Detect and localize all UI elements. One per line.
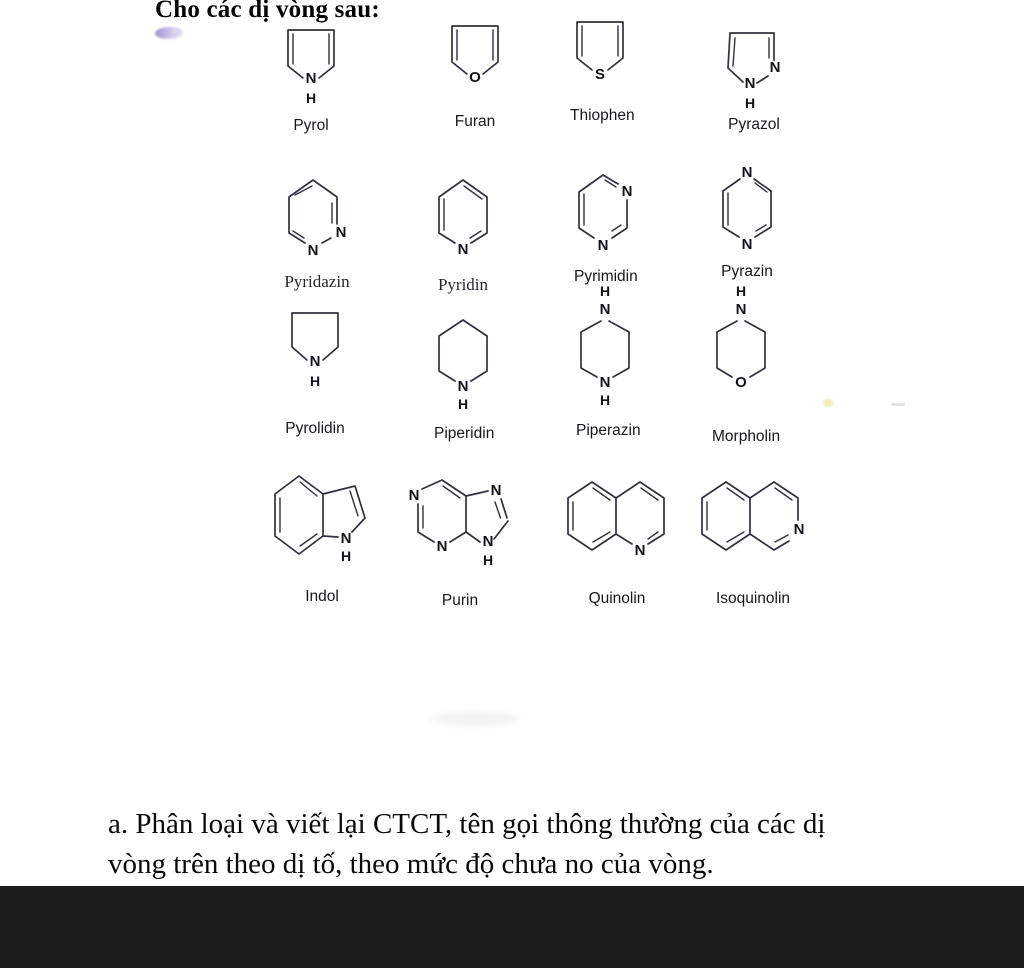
n-atom: N bbox=[735, 301, 747, 318]
furan-structure bbox=[445, 22, 505, 88]
question-line-2: vòng trên theo dị tố, theo mức độ chưa no của vòng. bbox=[108, 848, 714, 880]
compound-furan bbox=[445, 22, 505, 131]
compound-pyrolidin bbox=[285, 310, 345, 438]
compound-indol bbox=[272, 472, 372, 606]
n-atom: N bbox=[793, 521, 805, 538]
n7-atom: N bbox=[490, 482, 502, 499]
n-atom: N bbox=[457, 241, 469, 258]
compound-label: Pyridazin bbox=[284, 272, 350, 291]
compound-label: Pyrimidin bbox=[574, 268, 638, 285]
ink-mark bbox=[155, 27, 182, 39]
compound-pyrazin bbox=[718, 165, 776, 281]
h-atom: H bbox=[735, 284, 747, 299]
compound-isoquinolin bbox=[700, 478, 806, 608]
n3-atom: N bbox=[436, 538, 448, 555]
compound-label: Pyrol bbox=[293, 117, 329, 134]
pyridin-structure bbox=[434, 175, 492, 261]
scan-artifact bbox=[430, 712, 520, 726]
compound-quinolin bbox=[566, 478, 668, 608]
h-atom: H bbox=[744, 95, 756, 110]
purin-structure bbox=[404, 472, 516, 570]
bottom-black-bar bbox=[0, 886, 1024, 968]
n1-atom: N bbox=[621, 183, 633, 200]
n4-atom: N bbox=[741, 236, 753, 253]
compound-label: Morpholin bbox=[712, 428, 781, 445]
n1-atom: N bbox=[744, 75, 756, 92]
n-atom: N bbox=[340, 530, 352, 547]
thiophen-structure bbox=[570, 18, 630, 84]
compound-pyridazin bbox=[284, 175, 350, 292]
n1-atom: N bbox=[741, 165, 753, 181]
compound-label: Piperidin bbox=[434, 425, 495, 442]
compound-piperidin bbox=[434, 315, 495, 443]
n9-atom: N bbox=[482, 533, 494, 550]
n1-atom: N bbox=[599, 301, 611, 318]
h-atom: H bbox=[309, 373, 321, 389]
h-atom: H bbox=[482, 552, 494, 568]
h-atom: H bbox=[340, 548, 352, 564]
compound-label: Indol bbox=[305, 588, 339, 605]
o-atom: O bbox=[735, 374, 747, 391]
compound-pyrimidin bbox=[574, 170, 638, 286]
h-atom: H bbox=[457, 396, 469, 412]
quinolin-structure bbox=[566, 478, 668, 562]
n4-atom: N bbox=[599, 374, 611, 391]
compound-morpholin bbox=[712, 284, 781, 446]
isoquinolin-structure bbox=[700, 478, 806, 562]
compound-pyrol bbox=[281, 26, 341, 135]
question-line-1: a. Phân loại và viết lại CTCT, tên gọi thông thường của các dị bbox=[108, 808, 826, 840]
h1-atom: H bbox=[599, 284, 611, 299]
morpholin-structure bbox=[712, 284, 770, 402]
indol-structure bbox=[272, 472, 372, 566]
compound-label: Pyrazin bbox=[721, 263, 773, 280]
page-title: Cho các dị vòng sau: bbox=[155, 0, 380, 23]
s-atom: S bbox=[594, 66, 606, 83]
pyridazin-structure bbox=[284, 175, 350, 261]
o-atom: O bbox=[469, 69, 481, 86]
compound-pyridin bbox=[434, 175, 492, 295]
pyrimidin-structure bbox=[574, 170, 634, 256]
compound-label: Thiophen bbox=[570, 107, 635, 124]
compound-pyrazol bbox=[722, 26, 786, 134]
compound-label: Furan bbox=[454, 113, 496, 130]
n2-atom: N bbox=[769, 59, 781, 76]
n3-atom: N bbox=[597, 237, 609, 254]
piperidin-structure bbox=[434, 315, 492, 413]
compound-label: Pyridin bbox=[437, 275, 489, 294]
piperazin-structure bbox=[576, 284, 634, 410]
compound-piperazin bbox=[576, 284, 641, 440]
pyrazol-structure bbox=[722, 26, 786, 110]
compound-thiophen bbox=[570, 18, 635, 125]
n-atom: N bbox=[305, 70, 317, 87]
n1-atom: N bbox=[307, 242, 319, 259]
compound-label: Pyrazol bbox=[728, 116, 780, 133]
n-atom: N bbox=[634, 542, 646, 559]
compound-label: Quinolin bbox=[588, 590, 646, 607]
compound-label: Isoquinolin bbox=[715, 590, 791, 607]
compound-label: Purin bbox=[441, 592, 479, 609]
n-atom: N bbox=[457, 378, 469, 395]
n-atom: N bbox=[309, 353, 321, 370]
compound-purin bbox=[404, 472, 516, 610]
scan-artifact bbox=[891, 403, 905, 406]
scan-artifact bbox=[823, 399, 833, 407]
pyrolidin-structure bbox=[285, 310, 345, 390]
n2-atom: N bbox=[335, 224, 347, 241]
n1-atom: N bbox=[408, 487, 420, 504]
pyrol-structure bbox=[281, 26, 341, 108]
h4-atom: H bbox=[599, 392, 611, 408]
compound-label: Pyrolidin bbox=[285, 420, 345, 437]
pyrazin-structure bbox=[718, 165, 776, 255]
compound-label: Piperazin bbox=[576, 422, 641, 439]
h-atom: H bbox=[305, 90, 317, 106]
